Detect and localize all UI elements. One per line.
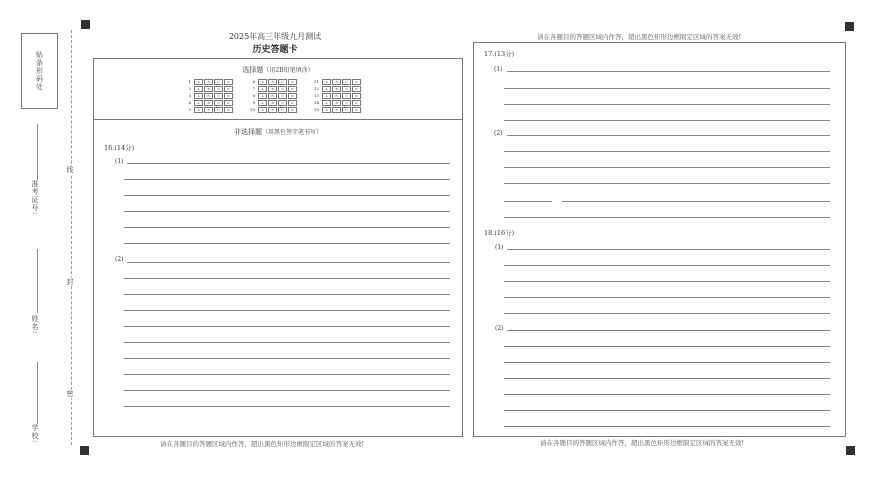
bubble-d[interactable]: D xyxy=(288,86,297,92)
question-number: 2 xyxy=(188,86,191,91)
bubble-a[interactable]: A xyxy=(258,86,267,92)
bubble-a[interactable]: A xyxy=(194,100,203,106)
question-number: 7 xyxy=(252,86,255,91)
answer-line[interactable] xyxy=(127,262,450,263)
bubble-c[interactable]: C xyxy=(278,86,287,92)
choice-title: 选择题 xyxy=(242,66,264,74)
q16-part2-label: (2) xyxy=(115,256,124,263)
answer-line[interactable] xyxy=(124,227,450,228)
answer-line[interactable] xyxy=(124,278,450,279)
bubble-d[interactable]: D xyxy=(224,100,233,106)
bubble-a[interactable]: A xyxy=(322,100,331,106)
q16-part1-label: (1) xyxy=(115,158,124,165)
bubble-d[interactable]: D xyxy=(224,107,233,113)
corner-mark-bottom-right xyxy=(846,446,855,455)
bubble-b[interactable]: B xyxy=(332,107,341,113)
answer-line[interactable] xyxy=(124,406,450,407)
answer-line[interactable] xyxy=(504,281,830,282)
barcode-area xyxy=(21,33,58,109)
answer-line[interactable] xyxy=(507,249,830,250)
answer-line[interactable] xyxy=(507,71,830,72)
bubble-b[interactable]: B xyxy=(268,100,277,106)
bubble-a[interactable]: A xyxy=(194,107,203,113)
bubble-a[interactable]: A xyxy=(322,79,331,85)
answer-line[interactable] xyxy=(124,326,450,327)
bubble-c[interactable]: C xyxy=(278,100,287,106)
bubble-d[interactable]: D xyxy=(224,93,233,99)
section-divider xyxy=(94,119,462,120)
bubble-b[interactable]: B xyxy=(268,79,277,85)
q18-part2-label: (2) xyxy=(495,325,504,332)
answer-line[interactable] xyxy=(504,394,830,395)
bubble-a[interactable]: A xyxy=(258,100,267,106)
q18-label: 18.(16分) xyxy=(484,229,515,237)
answer-line[interactable] xyxy=(127,163,450,164)
left-answer-panel xyxy=(93,58,463,437)
choice-column-2 xyxy=(248,78,298,113)
q17-part2-label: (2) xyxy=(494,130,503,137)
choice-row xyxy=(248,92,298,99)
exam-id-line xyxy=(37,124,38,180)
bubble-d[interactable]: D xyxy=(352,79,361,85)
bubble-a[interactable]: A xyxy=(322,107,331,113)
bubble-c[interactable]: C xyxy=(342,86,351,92)
choice-row xyxy=(312,92,362,99)
bubble-b[interactable]: B xyxy=(332,100,341,106)
bubble-d[interactable]: D xyxy=(288,107,297,113)
answer-line[interactable] xyxy=(504,410,830,411)
answer-line[interactable] xyxy=(124,211,450,212)
choice-row xyxy=(248,106,298,113)
bubble-c[interactable]: C xyxy=(214,79,223,85)
corner-mark-bottom-left xyxy=(80,446,89,455)
answer-line[interactable] xyxy=(504,217,830,218)
answer-line[interactable] xyxy=(504,265,830,266)
answer-line[interactable] xyxy=(504,88,830,89)
bubble-b[interactable]: B xyxy=(268,86,277,92)
q16-label: 16.(14分) xyxy=(104,144,135,152)
answer-line[interactable] xyxy=(504,183,830,184)
question-number: 13 xyxy=(313,93,319,98)
corner-mark-top-left xyxy=(81,20,90,29)
exam-id-label: 准考证号: xyxy=(31,180,39,216)
bubble-b[interactable]: B xyxy=(204,93,213,99)
bubble-c[interactable]: C xyxy=(342,93,351,99)
choice-row xyxy=(248,78,298,85)
answer-line[interactable] xyxy=(504,313,830,314)
answer-line[interactable] xyxy=(504,151,830,152)
choice-row xyxy=(184,106,234,113)
question-number: 10 xyxy=(249,107,255,112)
q17-label: 17.(13分) xyxy=(484,50,515,58)
question-number: 6 xyxy=(252,79,255,84)
answer-line[interactable] xyxy=(124,310,450,311)
cut-mark-feng: 封 xyxy=(66,278,74,286)
question-number: 15 xyxy=(313,107,319,112)
bubble-a[interactable]: A xyxy=(322,86,331,92)
right-notice: 请在各题目的答题区域内作答，超出黑色矩形边框限定区域的答案无效! xyxy=(540,439,745,447)
bubble-d[interactable]: D xyxy=(288,93,297,99)
corner-mark-top-right xyxy=(845,22,854,31)
answer-line[interactable] xyxy=(504,297,830,298)
school-line xyxy=(37,362,38,424)
answer-line[interactable] xyxy=(124,358,450,359)
choice-row xyxy=(312,78,362,85)
bubble-d[interactable]: D xyxy=(352,93,361,99)
bubble-d[interactable]: D xyxy=(288,100,297,106)
question-number: 3 xyxy=(188,93,191,98)
answer-line[interactable] xyxy=(504,426,830,427)
bubble-c[interactable]: C xyxy=(214,93,223,99)
nonchoice-section-title xyxy=(94,127,462,137)
choice-row xyxy=(312,85,362,92)
answer-line[interactable] xyxy=(504,201,552,202)
bubble-d[interactable]: D xyxy=(224,79,233,85)
choice-column-3 xyxy=(312,78,362,113)
left-notice: 请在各题目的答题区域内作答，超出黑色矩形边框限定区域的答案无效! xyxy=(160,440,365,448)
answer-line[interactable] xyxy=(504,378,830,379)
bubble-c[interactable]: C xyxy=(342,79,351,85)
bubble-c[interactable]: C xyxy=(278,107,287,113)
choice-row xyxy=(184,85,234,92)
bubble-d[interactable]: D xyxy=(224,86,233,92)
bubble-c[interactable]: C xyxy=(278,79,287,85)
bubble-c[interactable]: C xyxy=(342,107,351,113)
bubble-c[interactable]: C xyxy=(214,100,223,106)
answer-line[interactable] xyxy=(507,135,830,136)
choice-column-1 xyxy=(184,78,234,113)
answer-line[interactable] xyxy=(504,346,830,347)
answer-line[interactable] xyxy=(124,179,450,180)
bubble-c[interactable]: C xyxy=(214,107,223,113)
bubble-b[interactable]: B xyxy=(268,93,277,99)
bubble-d[interactable]: D xyxy=(288,79,297,85)
top-right-notice: 请在各题目的答题区域内作答，超出黑色矩形边框限定区域的答案无效! xyxy=(537,33,742,41)
q17-part1-label: (1) xyxy=(494,66,503,73)
barcode-label: 贴条形码处 xyxy=(35,51,44,91)
bubble-a[interactable]: A xyxy=(194,86,203,92)
bubble-c[interactable]: C xyxy=(342,100,351,106)
bubble-b[interactable]: B xyxy=(268,107,277,113)
bubble-b[interactable]: B xyxy=(204,107,213,113)
bubble-a[interactable]: A xyxy=(258,93,267,99)
bubble-d[interactable]: D xyxy=(352,86,361,92)
cut-mark-mi: 密 xyxy=(66,390,74,398)
choice-row xyxy=(312,99,362,106)
answer-line[interactable] xyxy=(124,195,450,196)
choice-note: （用2B铅笔填涂） xyxy=(263,67,314,74)
bubble-b[interactable]: B xyxy=(332,93,341,99)
card-title: 历史答题卡 xyxy=(252,45,298,55)
bubble-c[interactable]: C xyxy=(278,93,287,99)
school-label: 学校: xyxy=(31,424,39,444)
bubble-a[interactable]: A xyxy=(194,93,203,99)
choice-row xyxy=(248,85,298,92)
question-number: 12 xyxy=(313,86,319,91)
right-answer-panel xyxy=(473,42,846,437)
bubble-a[interactable]: A xyxy=(194,79,203,85)
answer-line[interactable] xyxy=(504,120,830,121)
bubble-b[interactable]: B xyxy=(332,79,341,85)
bubble-b[interactable]: B xyxy=(204,79,213,85)
question-number: 4 xyxy=(188,100,191,105)
choice-row xyxy=(312,106,362,113)
exam-title: 2025年高三年级九月测试 xyxy=(228,32,322,41)
choice-grid xyxy=(184,78,362,113)
question-number: 8 xyxy=(252,93,255,98)
bubble-a[interactable]: A xyxy=(258,79,267,85)
nonchoice-title: 非选择题 xyxy=(233,128,262,136)
name-line xyxy=(37,249,38,313)
answer-line[interactable] xyxy=(504,167,830,168)
answer-line[interactable] xyxy=(504,362,830,363)
bubble-a[interactable]: A xyxy=(258,107,267,113)
answer-line[interactable] xyxy=(504,104,830,105)
choice-section-title xyxy=(94,65,462,75)
answer-line[interactable] xyxy=(124,390,450,391)
question-number: 9 xyxy=(252,100,255,105)
q18-part1-label: (1) xyxy=(495,244,504,251)
choice-row xyxy=(184,99,234,106)
bubble-b[interactable]: B xyxy=(332,86,341,92)
question-number: 1 xyxy=(188,79,191,84)
question-number: 5 xyxy=(188,107,191,112)
bubble-d[interactable]: D xyxy=(352,100,361,106)
answer-line[interactable] xyxy=(507,330,830,331)
question-number: 14 xyxy=(313,100,319,105)
answer-line[interactable] xyxy=(124,243,450,244)
answer-line[interactable] xyxy=(124,294,450,295)
bubble-a[interactable]: A xyxy=(322,93,331,99)
answer-line[interactable] xyxy=(124,374,450,375)
name-label: 姓名: xyxy=(31,315,39,335)
bubble-c[interactable]: C xyxy=(214,86,223,92)
question-number: 11 xyxy=(313,79,319,84)
answer-line[interactable] xyxy=(562,201,830,202)
choice-row xyxy=(248,99,298,106)
choice-row xyxy=(184,92,234,99)
bubble-b[interactable]: B xyxy=(204,86,213,92)
bubble-b[interactable]: B xyxy=(204,100,213,106)
bubble-d[interactable]: D xyxy=(352,107,361,113)
seal-line xyxy=(71,30,72,445)
cut-mark-xian: 线 xyxy=(66,166,74,174)
nonchoice-note: （用黑色签字笔书写） xyxy=(261,129,322,136)
answer-line[interactable] xyxy=(124,342,450,343)
choice-row xyxy=(184,78,234,85)
